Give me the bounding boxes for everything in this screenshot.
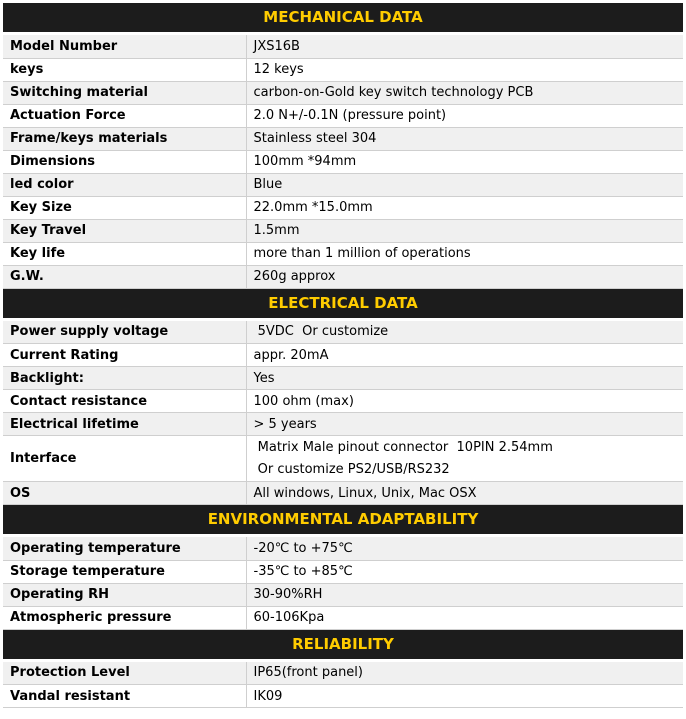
spec-label: Switching material [3, 81, 246, 104]
table-row [3, 173, 683, 196]
spec-label: Backlight: [3, 367, 246, 390]
spec-label: Protection Level [3, 662, 246, 685]
spec-label: Key life [3, 242, 246, 265]
table-row [3, 413, 683, 436]
spec-value: 5VDC Or customize [246, 321, 683, 344]
table-row [3, 35, 683, 58]
table-row [3, 367, 683, 390]
table-row [3, 390, 683, 413]
spec-value: -20℃ to +75℃ [246, 537, 683, 560]
spec-value: 30-90%RH [246, 583, 683, 606]
table-row [3, 150, 683, 173]
table-row [3, 606, 683, 629]
spec-label: Power supply voltage [3, 321, 246, 344]
table-row [3, 58, 683, 81]
table-row [3, 685, 683, 708]
spec-value: Blue [246, 173, 683, 196]
section-1 [3, 289, 683, 506]
spec-value: carbon-on-Gold key switch technology PCB [246, 81, 683, 104]
section-2 [3, 505, 683, 630]
spec-value: more than 1 million of operations [246, 242, 683, 265]
spec-label: keys [3, 58, 246, 81]
spec-value: IP65(front panel) [246, 662, 683, 685]
spec-table [3, 662, 683, 709]
spec-table [3, 537, 683, 630]
spec-label: Key Travel [3, 219, 246, 242]
spec-label: Key Size [3, 196, 246, 219]
spec-label: Contact resistance [3, 390, 246, 413]
spec-value: JXS16B [246, 35, 683, 58]
spec-table [3, 35, 683, 289]
spec-label: G.W. [3, 265, 246, 288]
spec-label: Operating RH [3, 583, 246, 606]
spec-value: 2.0 N+/-0.1N (pressure point) [246, 104, 683, 127]
spec-label: Actuation Force [3, 104, 246, 127]
section-3 [3, 630, 683, 709]
spec-value: 12 keys [246, 58, 683, 81]
spec-value: appr. 20mA [246, 344, 683, 367]
spec-label: Dimensions [3, 150, 246, 173]
spec-value: IK09 [246, 685, 683, 708]
spec-value: 260g approx [246, 265, 683, 288]
spec-label: Electrical lifetime [3, 413, 246, 436]
spec-value [246, 436, 683, 482]
spec-label: Storage temperature [3, 560, 246, 583]
spec-label: Current Rating [3, 344, 246, 367]
spec-value: 1.5mm [246, 219, 683, 242]
spec-value: 100 ohm (max) [246, 390, 683, 413]
table-row [3, 219, 683, 242]
spec-value: 100mm *94mm [246, 150, 683, 173]
table-row [3, 81, 683, 104]
table-row [3, 242, 683, 265]
spec-value: > 5 years [246, 413, 683, 436]
table-row [3, 482, 683, 505]
spec-value-line: Matrix Male pinout connector 10PIN 2.54mm [253, 439, 553, 455]
spec-sheet [3, 3, 683, 708]
section-0 [3, 3, 683, 289]
spec-table [3, 321, 683, 506]
table-row [3, 104, 683, 127]
section-header: ELECTRICAL DATA [3, 289, 683, 318]
spec-value: -35℃ to +85℃ [246, 560, 683, 583]
section-header: RELIABILITY [3, 630, 683, 659]
spec-label: OS [3, 482, 246, 505]
table-row [3, 265, 683, 288]
spec-label: Model Number [3, 35, 246, 58]
table-row [3, 321, 683, 344]
spec-value: All windows, Linux, Unix, Mac OSX [246, 482, 683, 505]
section-header: MECHANICAL DATA [3, 3, 683, 32]
spec-value: 22.0mm *15.0mm [246, 196, 683, 219]
spec-label: Operating temperature [3, 537, 246, 560]
table-row [3, 560, 683, 583]
spec-value: Stainless steel 304 [246, 127, 683, 150]
table-row [3, 127, 683, 150]
table-row [3, 436, 683, 482]
table-row [3, 344, 683, 367]
table-row [3, 196, 683, 219]
table-row [3, 537, 683, 560]
spec-label: Atmospheric pressure [3, 606, 246, 629]
spec-value: 60-106Kpa [246, 606, 683, 629]
spec-label: Frame/keys materials [3, 127, 246, 150]
spec-value-line: Or customize PS2/USB/RS232 [253, 461, 450, 477]
table-row [3, 662, 683, 685]
spec-label: Vandal resistant [3, 685, 246, 708]
section-header: ENVIRONMENTAL ADAPTABILITY [3, 505, 683, 534]
table-row [3, 583, 683, 606]
spec-label: led color [3, 173, 246, 196]
spec-value: Yes [246, 367, 683, 390]
spec-label: Interface [3, 436, 246, 482]
